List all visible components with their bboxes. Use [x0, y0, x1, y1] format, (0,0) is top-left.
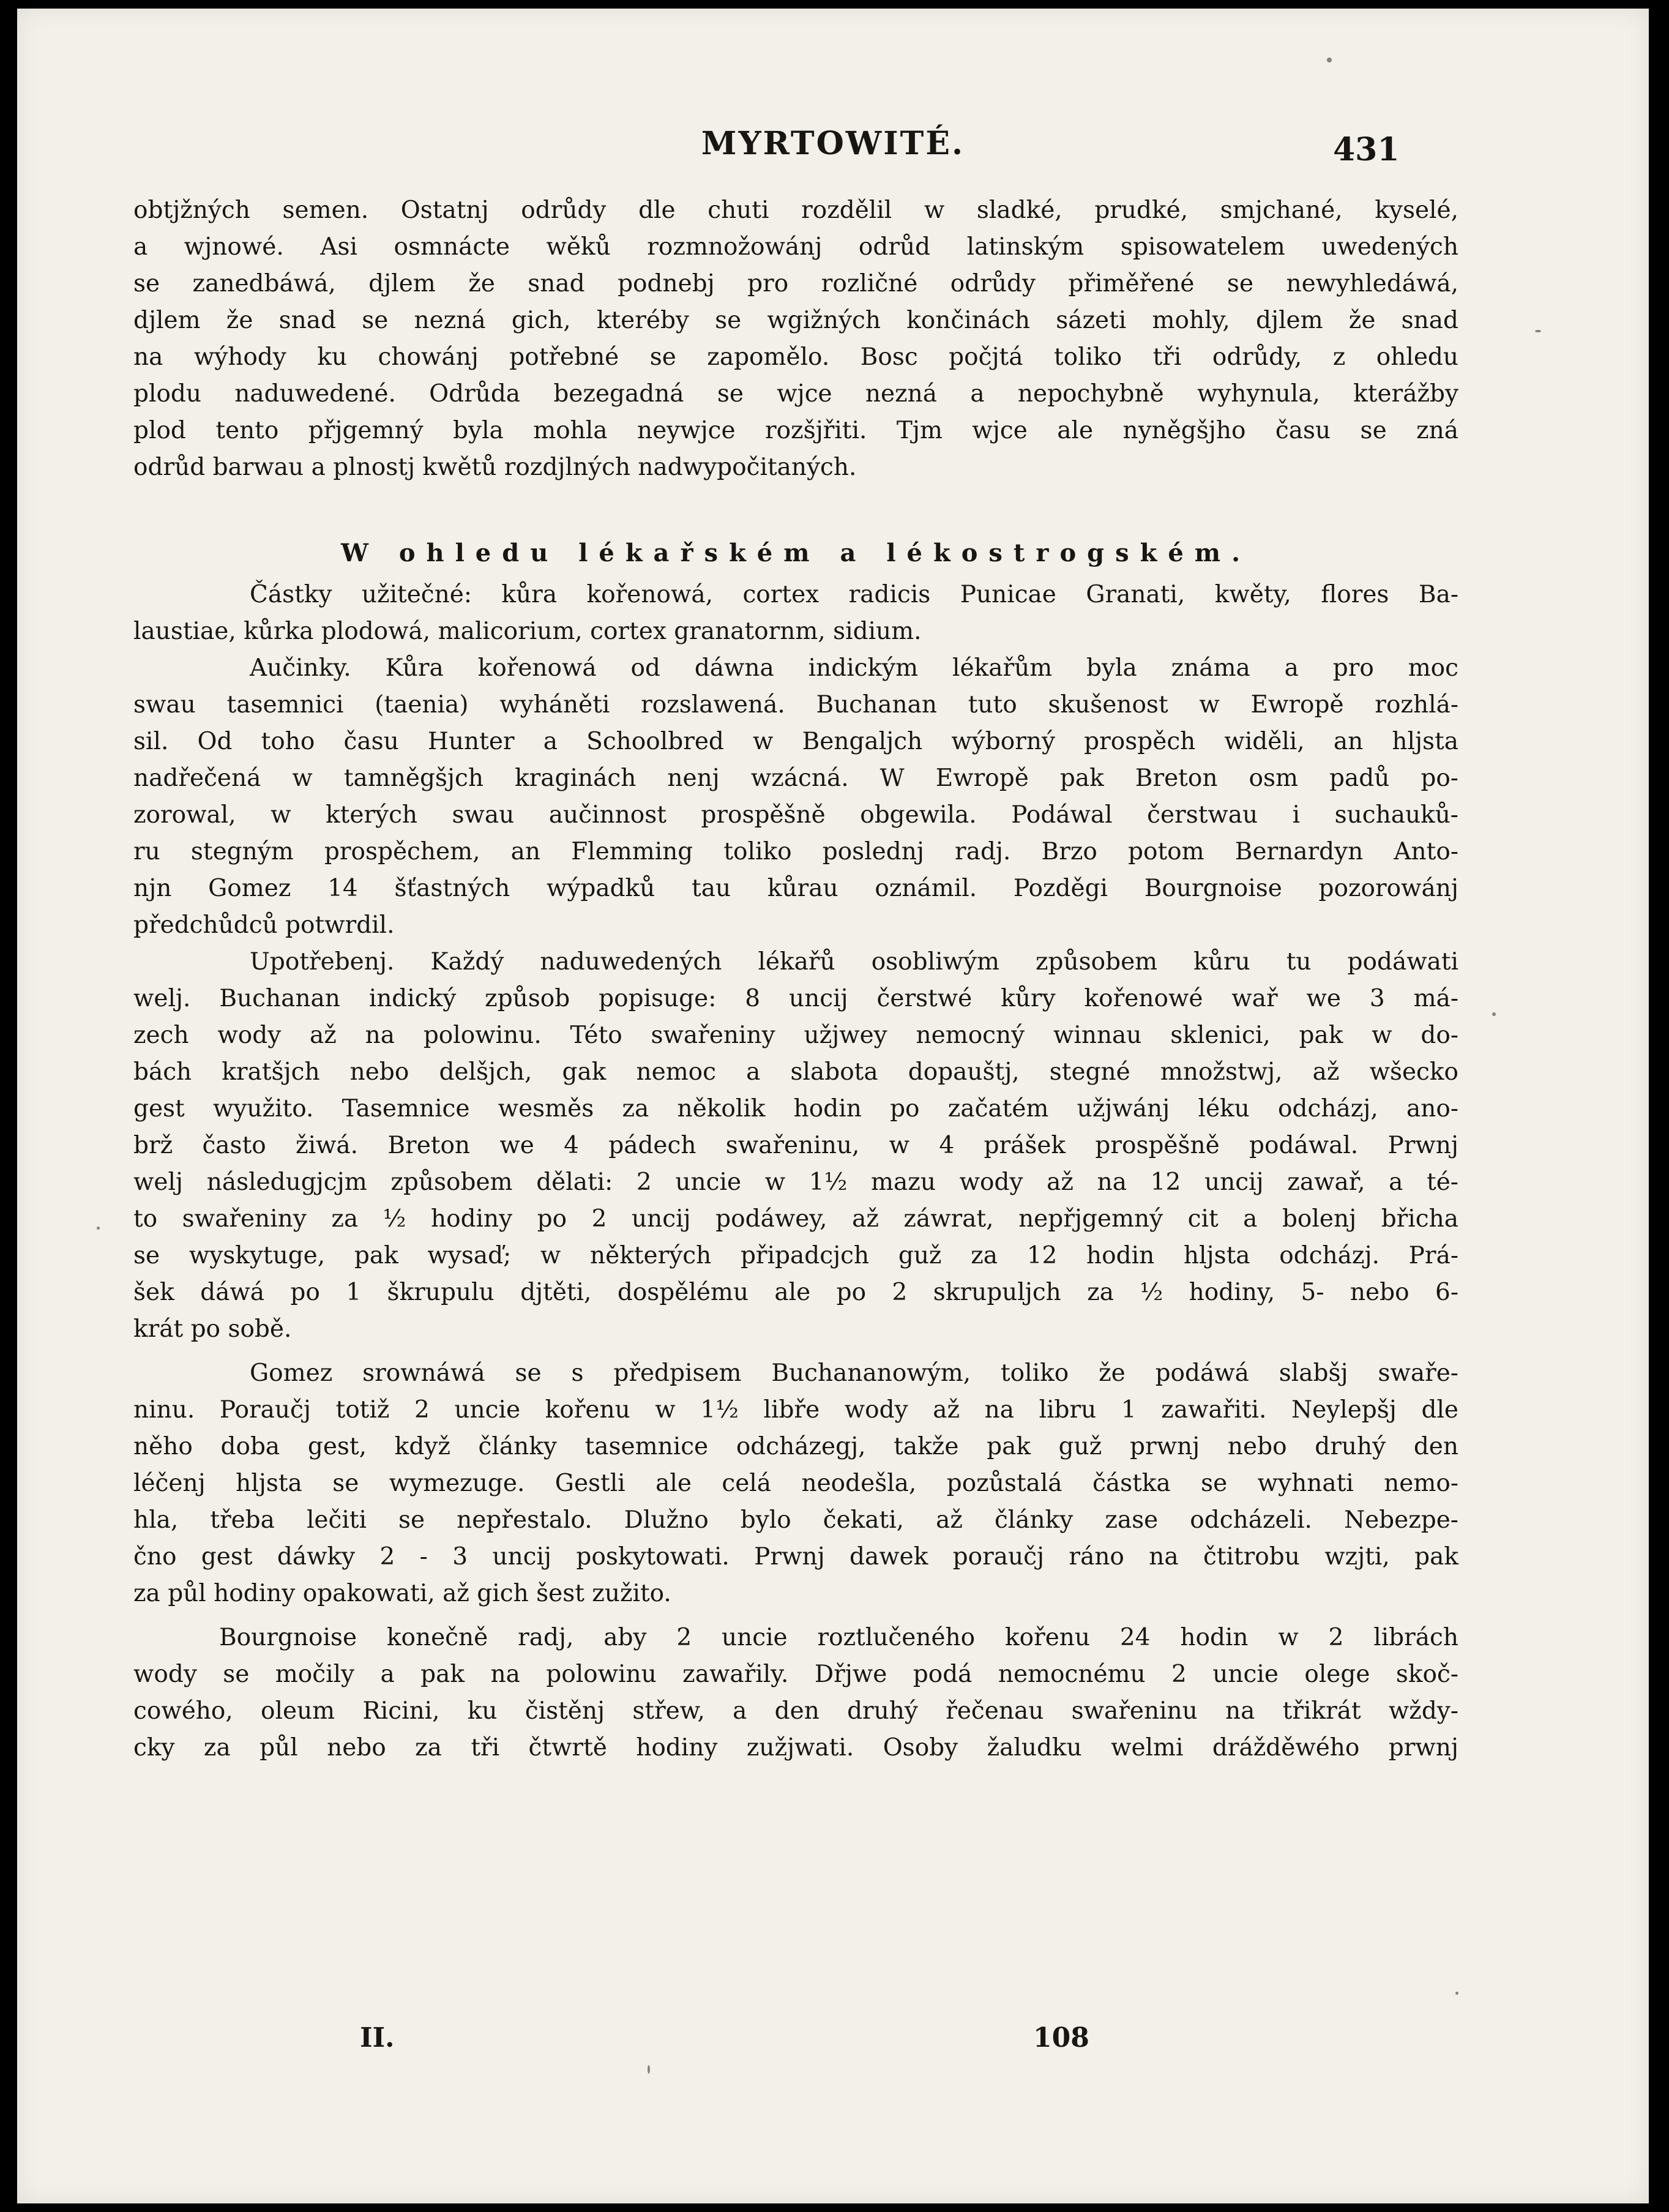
- section-heading: W ohledu lékařském a lékostrogském.: [340, 539, 1252, 567]
- page-footer: [17, 2022, 1649, 2059]
- scan-speck: [1455, 1992, 1458, 1995]
- text-line: za půl hodiny opakowati, až gich šest zužito.: [133, 1580, 671, 1607]
- text-line: čno gest dáwky 2 - 3 uncij poskytowati. Prwnj dawek poraučj ráno na čtitrobu wzjti, pak: [133, 1543, 1458, 1571]
- text-line: welj. Buchanan indický způsob popisuge: 8 uncij čerstwé kůry kořenowé wař we 3 má-: [133, 985, 1458, 1012]
- text-line: wody se močily a pak na polowinu zawařily. Dřjwe podá nemocnému 2 uncie olege skoč-: [133, 1661, 1458, 1688]
- text-line: na wýhody ku chowánj potřebné se zapomělo. Bosc počjtá toliko tři odrůdy, z ohledu: [133, 343, 1458, 371]
- book-page: [17, 9, 1649, 2203]
- text-line: nadřečená w tamněgšjch kraginách nenj wzácná. W Ewropě pak Breton osm padů po-: [133, 764, 1458, 792]
- text-line: cky za půl nebo za tři čtwrtě hodiny zužjwati. Osoby žaludku welmi drážděwého prwnj: [133, 1734, 1458, 1762]
- text-line: zorowal, w kterých swau aučinnost prospěšně obgewila. Podáwal čerstwau i suchauků-: [133, 801, 1458, 829]
- running-head: [17, 125, 1649, 174]
- scan-speck: [97, 1227, 100, 1230]
- text-line: swau tasemnici (taenia) wyháněti rozslawená. Buchanan tuto skušenost w Ewropě rozhlá-: [133, 691, 1458, 719]
- scan-speck: [1535, 330, 1541, 332]
- text-line: předchůdců potwrdil.: [133, 911, 395, 939]
- paragraph-intro: [133, 192, 1458, 486]
- paragraph-gomez: [133, 1355, 1458, 1612]
- text-line: se wyskytuge, pak wysaď; w některých připadcjch guž za 12 hodin hljsta odcházj. Prá-: [133, 1242, 1458, 1269]
- paragraph-usage: [133, 944, 1458, 1348]
- page-number: 431: [1333, 131, 1400, 168]
- text-line: plod tento přjgemný byla mohla neywjce rozšjřiti. Tjm wjce ale nyněgšjho času se zná: [133, 417, 1458, 444]
- text-line: to swařeniny za ½ hodiny po 2 uncij podáwey, až záwrat, nepřjgemný cit a bolenj břicha: [133, 1205, 1458, 1233]
- scan-speck: [1327, 58, 1332, 62]
- sheet-number: 108: [1033, 2022, 1089, 2053]
- signature-mark: II.: [360, 2022, 395, 2053]
- text-line: laustiae, kůrka plodowá, malicorium, cortex granatornm, sidium.: [133, 618, 922, 645]
- text-line: brž často žiwá. Breton we 4 pádech swařeninu, w 4 prášek prospěšně podáwal. Prwnj: [133, 1132, 1458, 1159]
- text-line: cowého, oleum Ricini, ku čistěnj střew, a den druhý řečenau swařeninu na třikrát wždy-: [133, 1697, 1458, 1725]
- text-line: Gomez srownáwá se s předpisem Buchananowým, toliko že podáwá slabšj swaře-: [250, 1359, 1458, 1387]
- text-line: gest wyužito. Tasemnice wesměs za několik hodin po začatém užjwánj léku odcházj, ano-: [133, 1095, 1458, 1123]
- text-line: njn Gomez 14 šťastných wýpadků tau kůrau oznámil. Pozděgi Bourgnoise pozorowánj: [133, 875, 1458, 902]
- text-line: něho doba gest, když články tasemnice odcházegj, takže pak guž prwnj nebo druhý den: [133, 1433, 1458, 1460]
- text-line: obtjžných semen. Ostatnj odrůdy dle chuti rozdělil w sladké, prudké, smjchané, kyselé,: [133, 196, 1458, 224]
- text-line: plodu naduwedené. Odrůda bezegadná se wjce nezná a nepochybně wyhynula, kterážby: [133, 380, 1458, 408]
- scan-speck: [1492, 1012, 1496, 1016]
- text-line: Aučinky. Kůra kořenowá od dáwna indickým lékařům byla známa a pro moc: [250, 654, 1458, 682]
- text-line: welj následugjcjm způsobem dělati: 2 uncie w 1½ mazu wody až na 12 uncij zawař, a té-: [133, 1168, 1458, 1196]
- text-line: ninu. Poraučj totiž 2 uncie kořenu w 1½ libře wody až na libru 1 zawařiti. Neylepšj dle: [133, 1396, 1458, 1424]
- scan-speck: [648, 2065, 650, 2074]
- text-line: se zanedbáwá, djlem že snad podnebj pro rozličné odrůdy přiměřené se newyhledáwá,: [133, 270, 1458, 297]
- text-line: a wjnowé. Asi osmnácte wěků rozmnožowánj odrůd latinským spisowatelem uwedených: [133, 233, 1458, 261]
- paragraph-effects: [133, 650, 1458, 944]
- text-line: léčenj hljsta se wymezuge. Gestli ale celá neodešla, pozůstalá částka se wyhnati nemo-: [133, 1470, 1458, 1497]
- text-line: zech wody až na polowinu. Této swařeniny užjwey nemocný winnau sklenici, pak w do-: [133, 1022, 1458, 1049]
- text-line: Částky užitečné: kůra kořenowá, cortex radicis Punicae Granati, kwěty, flores Ba-: [250, 581, 1458, 608]
- body-text: [133, 192, 1458, 1766]
- text-line: odrůd barwau a plnostj kwětů rozdjlných nadwypočitaných.: [133, 454, 857, 481]
- text-line: Upotřebenj. Každý naduwedených lékařů osobliwým způsobem kůru tu podáwati: [250, 948, 1458, 976]
- text-line: bách kratšjch nebo delšjch, gak nemoc a slabota dopauštj, stegné množstwj, až wšecko: [133, 1058, 1458, 1086]
- text-line: hla, třeba lečiti se nepřestalo. Dlužno bylo čekati, až články zase odcházeli. Nebezpe-: [133, 1506, 1458, 1534]
- paragraph-bourgnoise: [133, 1620, 1458, 1766]
- text-line: djlem že snad se nezná gich, kteréby se wgižných končinách sázeti mohly, djlem že snad: [133, 307, 1458, 334]
- text-line: šek dáwá po 1 škrupulu djtěti, dospělému ale po 2 skrupuljch za ½ hodiny, 5- nebo 6-: [133, 1279, 1458, 1306]
- running-title: MYRTOWITÉ.: [701, 125, 965, 162]
- text-line: Bourgnoise konečně radj, aby 2 uncie roztlučeného kořenu 24 hodin w 2 librách: [219, 1624, 1458, 1651]
- text-line: ru stegným prospěchem, an Flemming toliko poslednj radj. Brzo potom Bernardyn Anto-: [133, 838, 1458, 865]
- paragraph-parts: [133, 577, 1458, 650]
- text-line: sil. Od toho času Hunter a Schoolbred w Bengaljch wýborný prospěch widěli, an hljsta: [133, 728, 1458, 755]
- text-line: krát po sobě.: [133, 1315, 292, 1343]
